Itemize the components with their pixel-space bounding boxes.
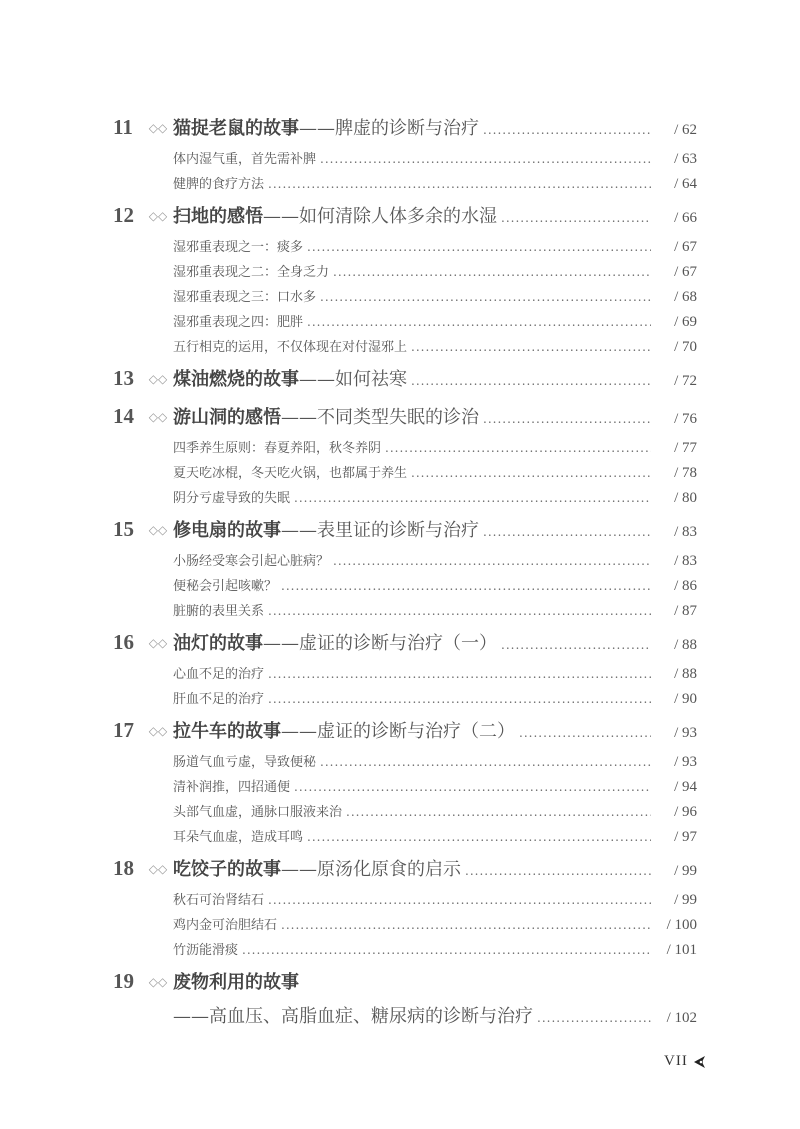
section-entry[interactable] [113, 286, 697, 311]
dot-leader [268, 177, 651, 191]
chapter-subtitle: ——脾虚的诊断与治疗 [299, 118, 479, 139]
section-entry[interactable] [113, 311, 697, 336]
table-of-contents [113, 114, 697, 1042]
page-ref: / 88 [674, 637, 697, 653]
dot-leader [483, 525, 651, 539]
chapter-title: 修电扇的故事 [173, 520, 281, 541]
page-ref: / 67 [674, 264, 697, 280]
dot-leader [537, 1011, 651, 1025]
section-title: 夏天吃冰棍，冬天吃火锅，也都属于养生 [173, 466, 408, 481]
section-title: 四季养生原则：春夏养阳，秋冬养阴 [173, 441, 382, 456]
section-title: 肝血不足的治疗 [173, 692, 265, 707]
chapter-entry[interactable] [113, 403, 697, 437]
dot-leader [519, 726, 651, 740]
section-entry[interactable] [113, 939, 697, 964]
section-entry[interactable] [113, 173, 697, 198]
diamond-marker-icon: ◇◇ [148, 975, 168, 989]
section-title: 湿邪重表现之一：痰多 [173, 240, 304, 255]
chapter-number: 14 [113, 404, 134, 428]
section-entry[interactable] [113, 261, 697, 286]
section-entry[interactable] [113, 437, 697, 462]
dot-leader [411, 466, 651, 480]
diamond-marker-icon: ◇◇ [148, 372, 168, 386]
section-entry[interactable] [113, 148, 697, 173]
toc-chapter [113, 365, 697, 399]
page-ref: / 96 [674, 804, 697, 820]
toc-chapter [113, 968, 697, 1038]
chapter-entry[interactable] [113, 717, 697, 751]
page-ref: / 62 [674, 122, 697, 138]
page-ref: / 90 [674, 691, 697, 707]
chapter-subtitle: ——原汤化原食的启示 [281, 859, 461, 880]
section-entry[interactable] [113, 550, 697, 575]
section-title: 肠道气血亏虚，导致便秘 [173, 755, 317, 770]
dot-leader [320, 755, 651, 769]
page-ref: / 80 [674, 490, 697, 506]
dot-leader [281, 579, 651, 593]
chapter-title: 吃饺子的故事 [173, 859, 281, 880]
section-title: 湿邪重表现之二：全身乏力 [173, 265, 330, 280]
chapter-entry[interactable] [113, 855, 697, 889]
section-entry[interactable] [113, 462, 697, 487]
page-ref: / 76 [674, 411, 697, 427]
chapter-number: 11 [113, 115, 133, 139]
chapter-subtitle: ——虚证的诊断与治疗（二） [281, 721, 515, 742]
chapter-subtitle: ——如何祛寒 [299, 369, 407, 390]
page-ref: / 93 [674, 725, 697, 741]
page-ref: / 97 [674, 829, 697, 845]
section-entry[interactable] [113, 688, 697, 713]
page-ref: / 99 [674, 892, 697, 908]
section-title: 头部气血虚，通脉口服液来治 [173, 805, 343, 820]
dot-leader [501, 211, 651, 225]
page-ref: / 102 [666, 1010, 697, 1026]
section-entry[interactable] [113, 889, 697, 914]
section-entry[interactable] [113, 826, 697, 851]
chapter-number: 18 [113, 856, 134, 880]
diamond-marker-icon: ◇◇ [148, 724, 168, 738]
chapter-number: 13 [113, 366, 134, 390]
chapter-entry[interactable] [113, 516, 697, 550]
dot-leader [268, 893, 651, 907]
dot-leader [268, 692, 651, 706]
dot-leader [483, 412, 651, 426]
page-footer [664, 1053, 706, 1070]
section-title: 便秘会引起咳嗽？ [173, 579, 278, 594]
dot-leader [320, 290, 651, 304]
chapter-title: 游山洞的感悟 [173, 407, 281, 428]
dot-leader [483, 123, 651, 137]
section-title: 心血不足的治疗 [173, 667, 265, 682]
page-ref: / 83 [674, 553, 697, 569]
page-ref: / 77 [674, 440, 697, 456]
chapter-title: 扫地的感悟 [173, 206, 263, 227]
section-title: 脏腑的表里关系 [173, 604, 265, 619]
section-entry[interactable] [113, 776, 697, 801]
chapter-subtitle-continuation[interactable] [113, 1002, 697, 1038]
section-title: 竹沥能滑痰 [173, 943, 239, 958]
diamond-marker-icon: ◇◇ [148, 121, 168, 135]
chapter-subtitle: ——如何清除人体多余的水湿 [263, 206, 497, 227]
section-entry[interactable] [113, 236, 697, 261]
chapter-subtitle: ——不同类型失眠的诊治 [281, 407, 479, 428]
page-ref: / 100 [666, 917, 697, 933]
chapter-subtitle: ——表里证的诊断与治疗 [281, 520, 479, 541]
toc-chapter [113, 403, 697, 512]
page-ref: / 67 [674, 239, 697, 255]
page-ref: / 86 [674, 578, 697, 594]
dot-leader [242, 943, 651, 957]
dot-leader [320, 152, 651, 166]
section-entry[interactable] [113, 663, 697, 688]
dot-leader [333, 554, 651, 568]
toc-chapter [113, 629, 697, 713]
chapter-number: 16 [113, 630, 134, 654]
section-entry[interactable] [113, 914, 697, 939]
toc-chapter [113, 516, 697, 625]
section-title: 耳朵气血虚，造成耳鸣 [173, 830, 304, 845]
chevron-left-ornament-icon [692, 1055, 706, 1069]
section-title: 湿邪重表现之四：肥胖 [173, 315, 304, 330]
diamond-marker-icon: ◇◇ [148, 862, 168, 876]
section-entry[interactable] [113, 575, 697, 600]
diamond-marker-icon: ◇◇ [148, 410, 168, 424]
section-title: 秋石可治肾结石 [173, 893, 265, 908]
toc-chapter [113, 717, 697, 851]
section-entry[interactable] [113, 801, 697, 826]
section-title: 小肠经受寒会引起心脏病？ [173, 554, 330, 569]
section-entry[interactable] [113, 487, 697, 512]
diamond-marker-icon: ◇◇ [148, 523, 168, 537]
dot-leader [268, 667, 651, 681]
chapter-number: 12 [113, 203, 134, 227]
diamond-marker-icon: ◇◇ [148, 209, 168, 223]
dot-leader [346, 805, 651, 819]
dot-leader [411, 374, 651, 388]
dot-leader [333, 265, 651, 279]
chapter-subtitle: ——虚证的诊断与治疗（一） [263, 633, 497, 654]
toc-chapter [113, 202, 697, 361]
page-ref: / 66 [674, 210, 697, 226]
page-ref: / 87 [674, 603, 697, 619]
section-title: 清补润推，四招通便 [173, 780, 291, 795]
section-title: 鸡内金可治胆结石 [173, 918, 278, 933]
page-ref: / 69 [674, 314, 697, 330]
page-ref: / 93 [674, 754, 697, 770]
page-ref: / 68 [674, 289, 697, 305]
section-title: 阴分亏虚导致的失眠 [173, 491, 291, 506]
chapter-entry[interactable] [113, 629, 697, 663]
section-entry[interactable] [113, 751, 697, 776]
page-number: VII [664, 1053, 688, 1069]
dot-leader [281, 918, 651, 932]
page-ref: / 99 [674, 863, 697, 879]
page-ref: / 64 [674, 176, 697, 192]
toc-chapter [113, 855, 697, 964]
chapter-entry[interactable] [113, 968, 697, 1002]
page-ref: / 72 [674, 373, 697, 389]
section-entry[interactable] [113, 336, 697, 361]
chapter-title: 拉牛车的故事 [173, 721, 281, 742]
dot-leader [465, 864, 651, 878]
section-entry[interactable] [113, 600, 697, 625]
section-title: 健脾的食疗方法 [173, 177, 265, 192]
page-ref: / 88 [674, 666, 697, 682]
page-ref: / 78 [674, 465, 697, 481]
chapter-entry[interactable] [113, 114, 697, 148]
dot-leader [501, 638, 651, 652]
chapter-entry[interactable] [113, 202, 697, 236]
dot-leader [411, 340, 651, 354]
chapter-title: 猫捉老鼠的故事 [173, 118, 299, 139]
dot-leader [385, 441, 651, 455]
section-title: 体内湿气重，首先需补脾 [173, 152, 317, 167]
chapter-title: 煤油燃烧的故事 [173, 369, 299, 390]
chapter-number: 19 [113, 969, 134, 993]
diamond-marker-icon: ◇◇ [148, 636, 168, 650]
chapter-entry[interactable] [113, 365, 697, 399]
dot-leader [307, 315, 651, 329]
chapter-number: 17 [113, 718, 134, 742]
page-ref: / 94 [674, 779, 697, 795]
dot-leader [294, 780, 651, 794]
dot-leader [307, 830, 651, 844]
chapter-title: 废物利用的故事 [173, 972, 299, 993]
dot-leader [268, 604, 651, 618]
section-title: 五行相克的运用，不仅体现在对付湿邪上 [173, 340, 408, 355]
page-ref: / 70 [674, 339, 697, 355]
page-ref: / 83 [674, 524, 697, 540]
chapter-number: 15 [113, 517, 134, 541]
chapter-subtitle: ——高血压、高脂血症、糖尿病的诊断与治疗 [173, 1006, 533, 1027]
toc-chapter [113, 114, 697, 198]
dot-leader [307, 240, 651, 254]
chapter-title: 油灯的故事 [173, 633, 263, 654]
page-ref: / 63 [674, 151, 697, 167]
page-ref: / 101 [666, 942, 697, 958]
section-title: 湿邪重表现之三：口水多 [173, 290, 317, 305]
dot-leader [294, 491, 651, 505]
